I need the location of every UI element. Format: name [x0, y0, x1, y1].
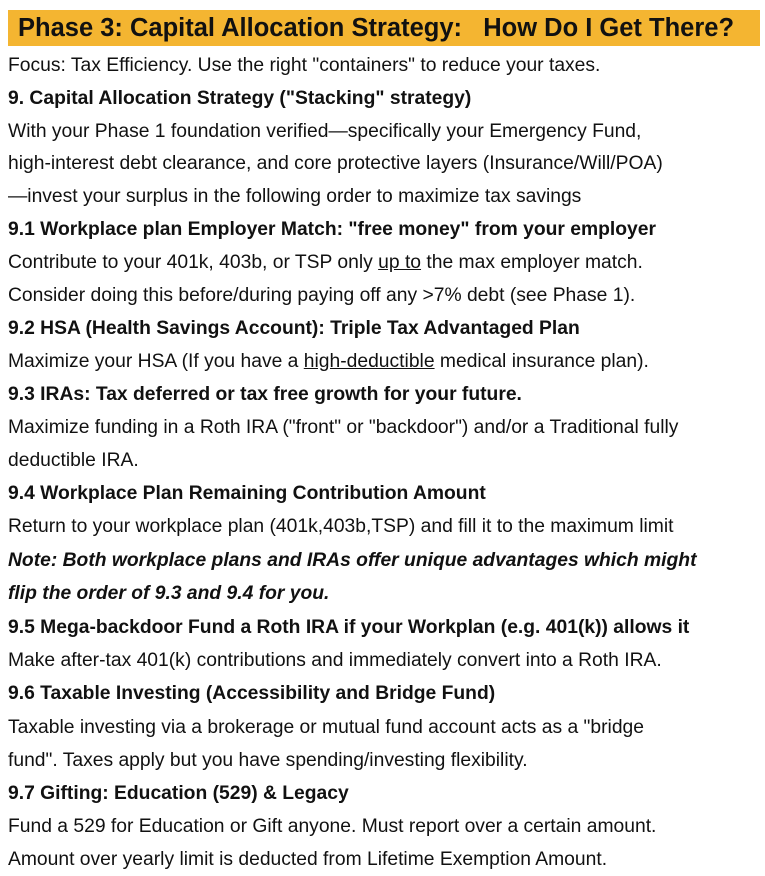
- underlined-up-to: up to: [378, 252, 422, 273]
- section-9-3-line-2: deductible IRA.: [8, 450, 139, 471]
- section-9-2-line-1: Maximize your HSA (If you have a high-deductible medical insurance plan).: [8, 351, 649, 372]
- note-line-1: Note: Both workplace plans and IRAs offer unique advantages which might: [8, 550, 697, 571]
- section-9-2-heading: 9.2 HSA (Health Savings Account): Triple Tax Advantaged Plan: [8, 318, 580, 339]
- section-9-line-2: high-interest debt clearance, and core protective layers (Insurance/Will/POA): [8, 153, 663, 174]
- section-9-3-line-1: Maximize funding in a Roth IRA ("front" or "backdoor") and/or a Traditional fully: [8, 417, 679, 438]
- underlined-high-deductible: high-deductible: [303, 351, 435, 372]
- section-9-heading: 9. Capital Allocation Strategy ("Stacking" strategy): [8, 88, 472, 109]
- section-9-6-line-2: fund". Taxes apply but you have spending/investing flexibility.: [8, 750, 528, 771]
- section-9-5-line-1: Make after-tax 401(k) contributions and immediately convert into a Roth IRA.: [8, 650, 662, 671]
- section-9-6-line-1: Taxable investing via a brokerage or mutual fund account acts as a "bridge: [8, 717, 644, 738]
- section-9-1-heading: 9.1 Workplace plan Employer Match: "free money" from your employer: [8, 219, 656, 240]
- section-9-4-line-1: Return to your workplace plan (401k,403b,TSP) and fill it to the maximum limit: [8, 516, 674, 537]
- section-9-7-line-2: Amount over yearly limit is deducted from Lifetime Exemption Amount.: [8, 849, 608, 870]
- section-9-1-line-1: Contribute to your 401k, 403b, or TSP only up to the max employer match.: [8, 252, 643, 273]
- section-9-7-heading: 9.7 Gifting: Education (529) & Legacy: [8, 783, 349, 804]
- section-9-3-heading: 9.3 IRAs: Tax deferred or tax free growth for your future.: [8, 384, 522, 405]
- section-9-line-1: With your Phase 1 foundation verified—specifically your Emergency Fund,: [8, 121, 642, 142]
- note-line-2: flip the order of 9.3 and 9.4 for you.: [8, 583, 330, 604]
- page-title: Phase 3: Capital Allocation Strategy: How Do I Get There?: [8, 10, 760, 46]
- section-9-4-heading: 9.4 Workplace Plan Remaining Contribution Amount: [8, 483, 486, 504]
- section-9-line-3: —invest your surplus in the following order to maximize tax savings: [8, 186, 582, 207]
- section-9-7-line-1: Fund a 529 for Education or Gift anyone. Must report over a certain amount.: [8, 816, 657, 837]
- focus-text: Focus: Tax Efficiency. Use the right "containers" to reduce your taxes.: [8, 55, 601, 76]
- section-9-6-heading: 9.6 Taxable Investing (Accessibility and Bridge Fund): [8, 683, 496, 704]
- section-9-1-line-2: Consider doing this before/during paying off any >7% debt (see Phase 1).: [8, 285, 636, 306]
- section-9-5-heading: 9.5 Mega-backdoor Fund a Roth IRA if your Workplan (e.g. 401(k)) allows it: [8, 617, 690, 638]
